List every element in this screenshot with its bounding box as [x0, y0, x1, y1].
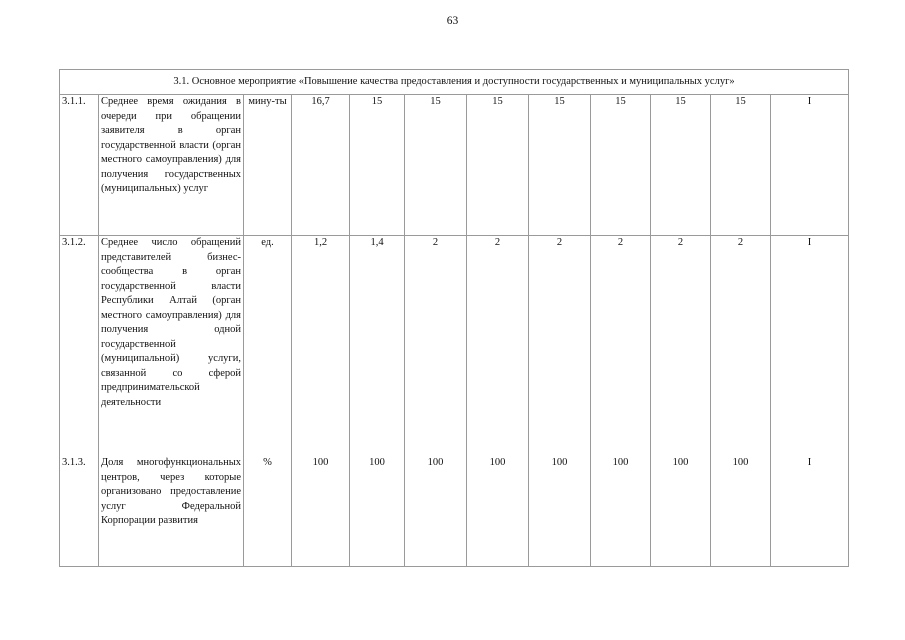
value-cell: 100 — [405, 456, 467, 567]
value-cell: 1,4 — [350, 236, 405, 457]
value-cell: 2 — [711, 236, 771, 457]
value-cell: 15 — [651, 95, 711, 236]
type-cell: I — [771, 95, 849, 236]
indicators-table — [59, 69, 849, 567]
row-number: 3.1.2. — [60, 236, 99, 457]
indicator-name: Среднее число обращений представителей бизнес-сообщества в орган государственной власти Республики Алтай (орган местного самоуправления) для получения одной государственной (муниципальной) услуги, связанной со сферой предпринимательской деятельности — [99, 236, 244, 457]
value-cell: 100 — [292, 456, 350, 567]
value-cell: 2 — [529, 236, 591, 457]
unit-cell: ед. — [244, 236, 292, 457]
row-number: 3.1.1. — [60, 95, 99, 236]
value-cell: 15 — [467, 95, 529, 236]
value-cell: 16,7 — [292, 95, 350, 236]
type-cell: I — [771, 236, 849, 457]
value-cell: 15 — [711, 95, 771, 236]
value-cell: 100 — [651, 456, 711, 567]
table-row — [60, 95, 849, 236]
indicator-name: Доля многофункциональных центров, через которые организовано предоставление услуг Федеральной Корпорации развития — [99, 456, 244, 567]
value-cell: 2 — [591, 236, 651, 457]
value-cell: 100 — [350, 456, 405, 567]
unit-cell: мину-ты — [244, 95, 292, 236]
value-cell: 15 — [405, 95, 467, 236]
table-row — [60, 456, 849, 567]
row-number: 3.1.3. — [60, 456, 99, 567]
value-cell: 1,2 — [292, 236, 350, 457]
indicator-name: Среднее время ожидания в очереди при обращении заявителя в орган государственной власти (орган местного самоуправления) для получения государственных (муниципальных) услуг — [99, 95, 244, 236]
unit-cell: % — [244, 456, 292, 567]
section-row — [60, 70, 849, 95]
value-cell: 15 — [350, 95, 405, 236]
value-cell: 100 — [467, 456, 529, 567]
value-cell: 2 — [467, 236, 529, 457]
page-number: 63 — [446, 15, 459, 27]
type-cell: I — [771, 456, 849, 567]
value-cell: 2 — [651, 236, 711, 457]
section-heading: 3.1. Основное мероприятие «Повышение качества предоставления и доступности государственных и муниципальных услуг» — [60, 70, 849, 95]
value-cell: 15 — [529, 95, 591, 236]
value-cell: 15 — [591, 95, 651, 236]
value-cell: 2 — [405, 236, 467, 457]
value-cell: 100 — [591, 456, 651, 567]
value-cell: 100 — [711, 456, 771, 567]
table-row — [60, 236, 849, 457]
value-cell: 100 — [529, 456, 591, 567]
